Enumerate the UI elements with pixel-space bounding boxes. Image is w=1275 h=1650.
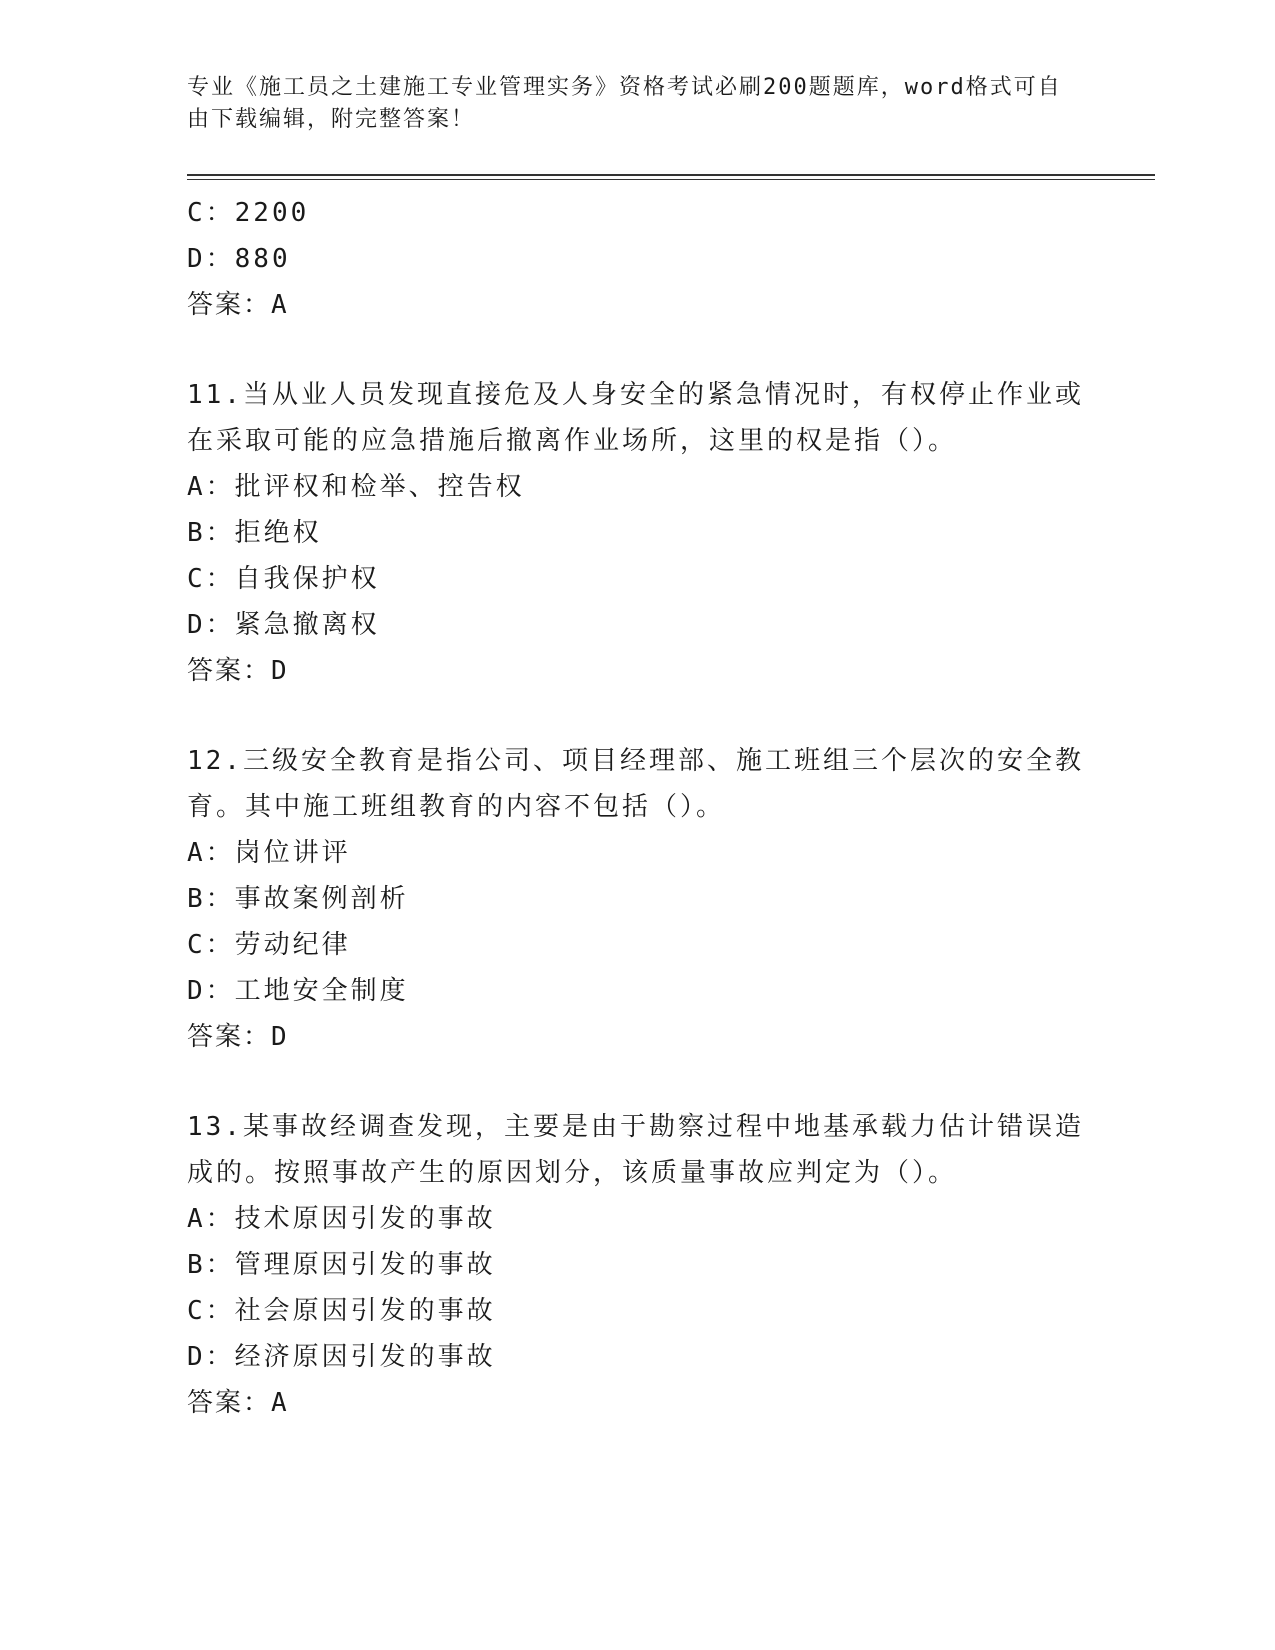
- option-b: B：事故案例剖析: [187, 884, 409, 914]
- option-d: D：经济原因引发的事故: [187, 1342, 496, 1372]
- option-c: C：劳动纪律: [187, 930, 351, 960]
- answer: 答案：A: [187, 290, 289, 320]
- option-d: D：紧急撤离权: [187, 610, 380, 640]
- question-text: 12.三级安全教育是指公司、项目经理部、施工班组三个层次的安全教育。其中施工班组教育的内容不包括（）。: [187, 746, 1084, 822]
- document-page: [187, 0, 1187, 1426]
- option-c: C：2200: [187, 198, 310, 228]
- option-a: A：技术原因引发的事故: [187, 1204, 496, 1234]
- answer: 答案：D: [187, 656, 289, 686]
- question-12: [187, 738, 1187, 1060]
- option-a: A：岗位讲评: [187, 838, 351, 868]
- previous-question-tail: [187, 190, 1187, 328]
- option-d: D：工地安全制度: [187, 976, 409, 1006]
- document-header: 专业《施工员之土建施工专业管理实务》资格考试必刷200题题库，word格式可自由下载编辑，附完整答案！: [187, 75, 1062, 132]
- header-rule: [187, 174, 1155, 180]
- option-b: B：管理原因引发的事故: [187, 1250, 496, 1280]
- question-text: 11.当从业人员发现直接危及人身安全的紧急情况时，有权停止作业或在采取可能的应急措施后撤离作业场所，这里的权是指（）。: [187, 380, 1084, 456]
- question-13: [187, 1104, 1187, 1426]
- option-d: D：880: [187, 244, 291, 274]
- option-a: A：批评权和检举、控告权: [187, 472, 525, 502]
- document-content: [187, 190, 1187, 1426]
- answer: 答案：D: [187, 1022, 289, 1052]
- option-c: C：自我保护权: [187, 564, 380, 594]
- option-b: B：拒绝权: [187, 518, 322, 548]
- question-text: 13.某事故经调查发现，主要是由于勘察过程中地基承载力估计错误造成的。按照事故产生的原因划分，该质量事故应判定为（）。: [187, 1112, 1084, 1188]
- answer: 答案：A: [187, 1388, 289, 1418]
- question-11: [187, 372, 1187, 694]
- option-c: C：社会原因引发的事故: [187, 1296, 496, 1326]
